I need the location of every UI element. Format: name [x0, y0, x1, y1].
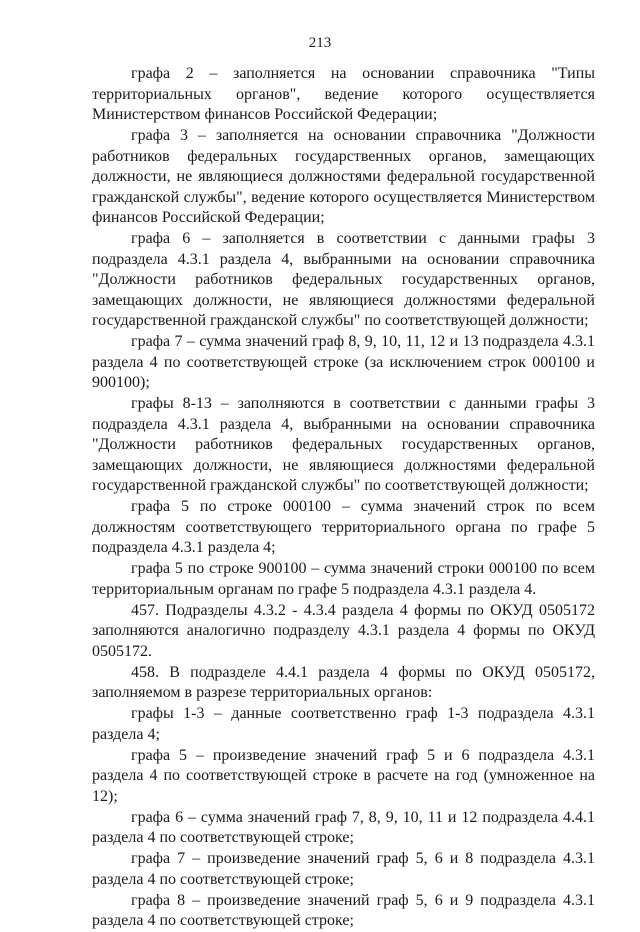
paragraph: графа 7 – произведение значений граф 5, 6 и 8 подраздела 4.3.1 раздела 4 по соответствующей строке;	[92, 850, 595, 888]
paragraph: графа 6 – заполняется в соответствии с данными графы 3 подраздела 4.3.1 раздела 4, выбранными на основании справочника "Должности работников федеральных государственных органов, замещающих должности, не являющиеся должностями федеральной государственной гражданской службы" по соответствующей должности;	[92, 230, 595, 329]
paragraph: 458. В подразделе 4.4.1 раздела 4 формы по ОКУД 0505172, заполняемом в разрезе территориальных органов:	[92, 663, 595, 701]
paragraph: графа 3 – заполняется на основании справочника "Должности работников федеральных государственных органов, замещающих должности, не являющиеся должностями федеральной государственной гражданской службы", ведение которого осуществляется Министерством финансов Российской Федерации;	[92, 127, 595, 226]
page-number: 213	[308, 35, 332, 51]
paragraph: графа 5 по строке 000100 – сумма значений строк по всем должностям соответствующего территориального органа по графе 5 подраздела 4.3.1 раздела 4;	[92, 498, 595, 556]
paragraph: графа 8 – произведение значений граф 5, 6 и 9 подраздела 4.3.1 раздела 4 по соответствующей строке;	[92, 891, 595, 929]
paragraph: графа 6 – сумма значений граф 7, 8, 9, 10, 11 и 12 подраздела 4.4.1 раздела 4 по соответствующей строке;	[92, 808, 595, 846]
paragraph: графа 7 – сумма значений граф 8, 9, 10, 11, 12 и 13 подраздела 4.3.1 раздела 4 по соответствующей строке (за исключением строк 000100 и 900100);	[92, 333, 595, 391]
paragraph: графы 8-13 – заполняются в соответствии с данными графы 3 подраздела 4.3.1 раздела 4, выбранными на основании справочника "Должности работников федеральных государственных органов, замещающих должности, не являющиеся должностями федеральной государственной гражданской службы" по соответствующей должности;	[92, 395, 595, 494]
paragraph: графа 5 по строке 900100 – сумма значений строки 000100 по всем территориальным органам по графе 5 подраздела 4.3.1 раздела 4.	[92, 560, 595, 598]
paragraph: графа 2 – заполняется на основании справочника "Типы территориальных органов", ведение которого осуществляется Министерством финансов Российской Федерации;	[92, 65, 595, 123]
paragraph: графа 5 – произведение значений граф 5 и 6 подраздела 4.3.1 раздела 4 по соответствующей строке в расчете на год (умноженное на 12);	[92, 746, 595, 805]
paragraph: 457. Подразделы 4.3.2 - 4.3.4 раздела 4 формы по ОКУД 0505172 заполняются аналогично подразделу 4.3.1 раздела 4 формы по ОКУД 0505172.	[92, 601, 595, 660]
paragraph: графы 1-3 – данные соответственно граф 1-3 подраздела 4.3.1 раздела 4;	[92, 705, 595, 743]
document-body	[92, 64, 595, 932]
